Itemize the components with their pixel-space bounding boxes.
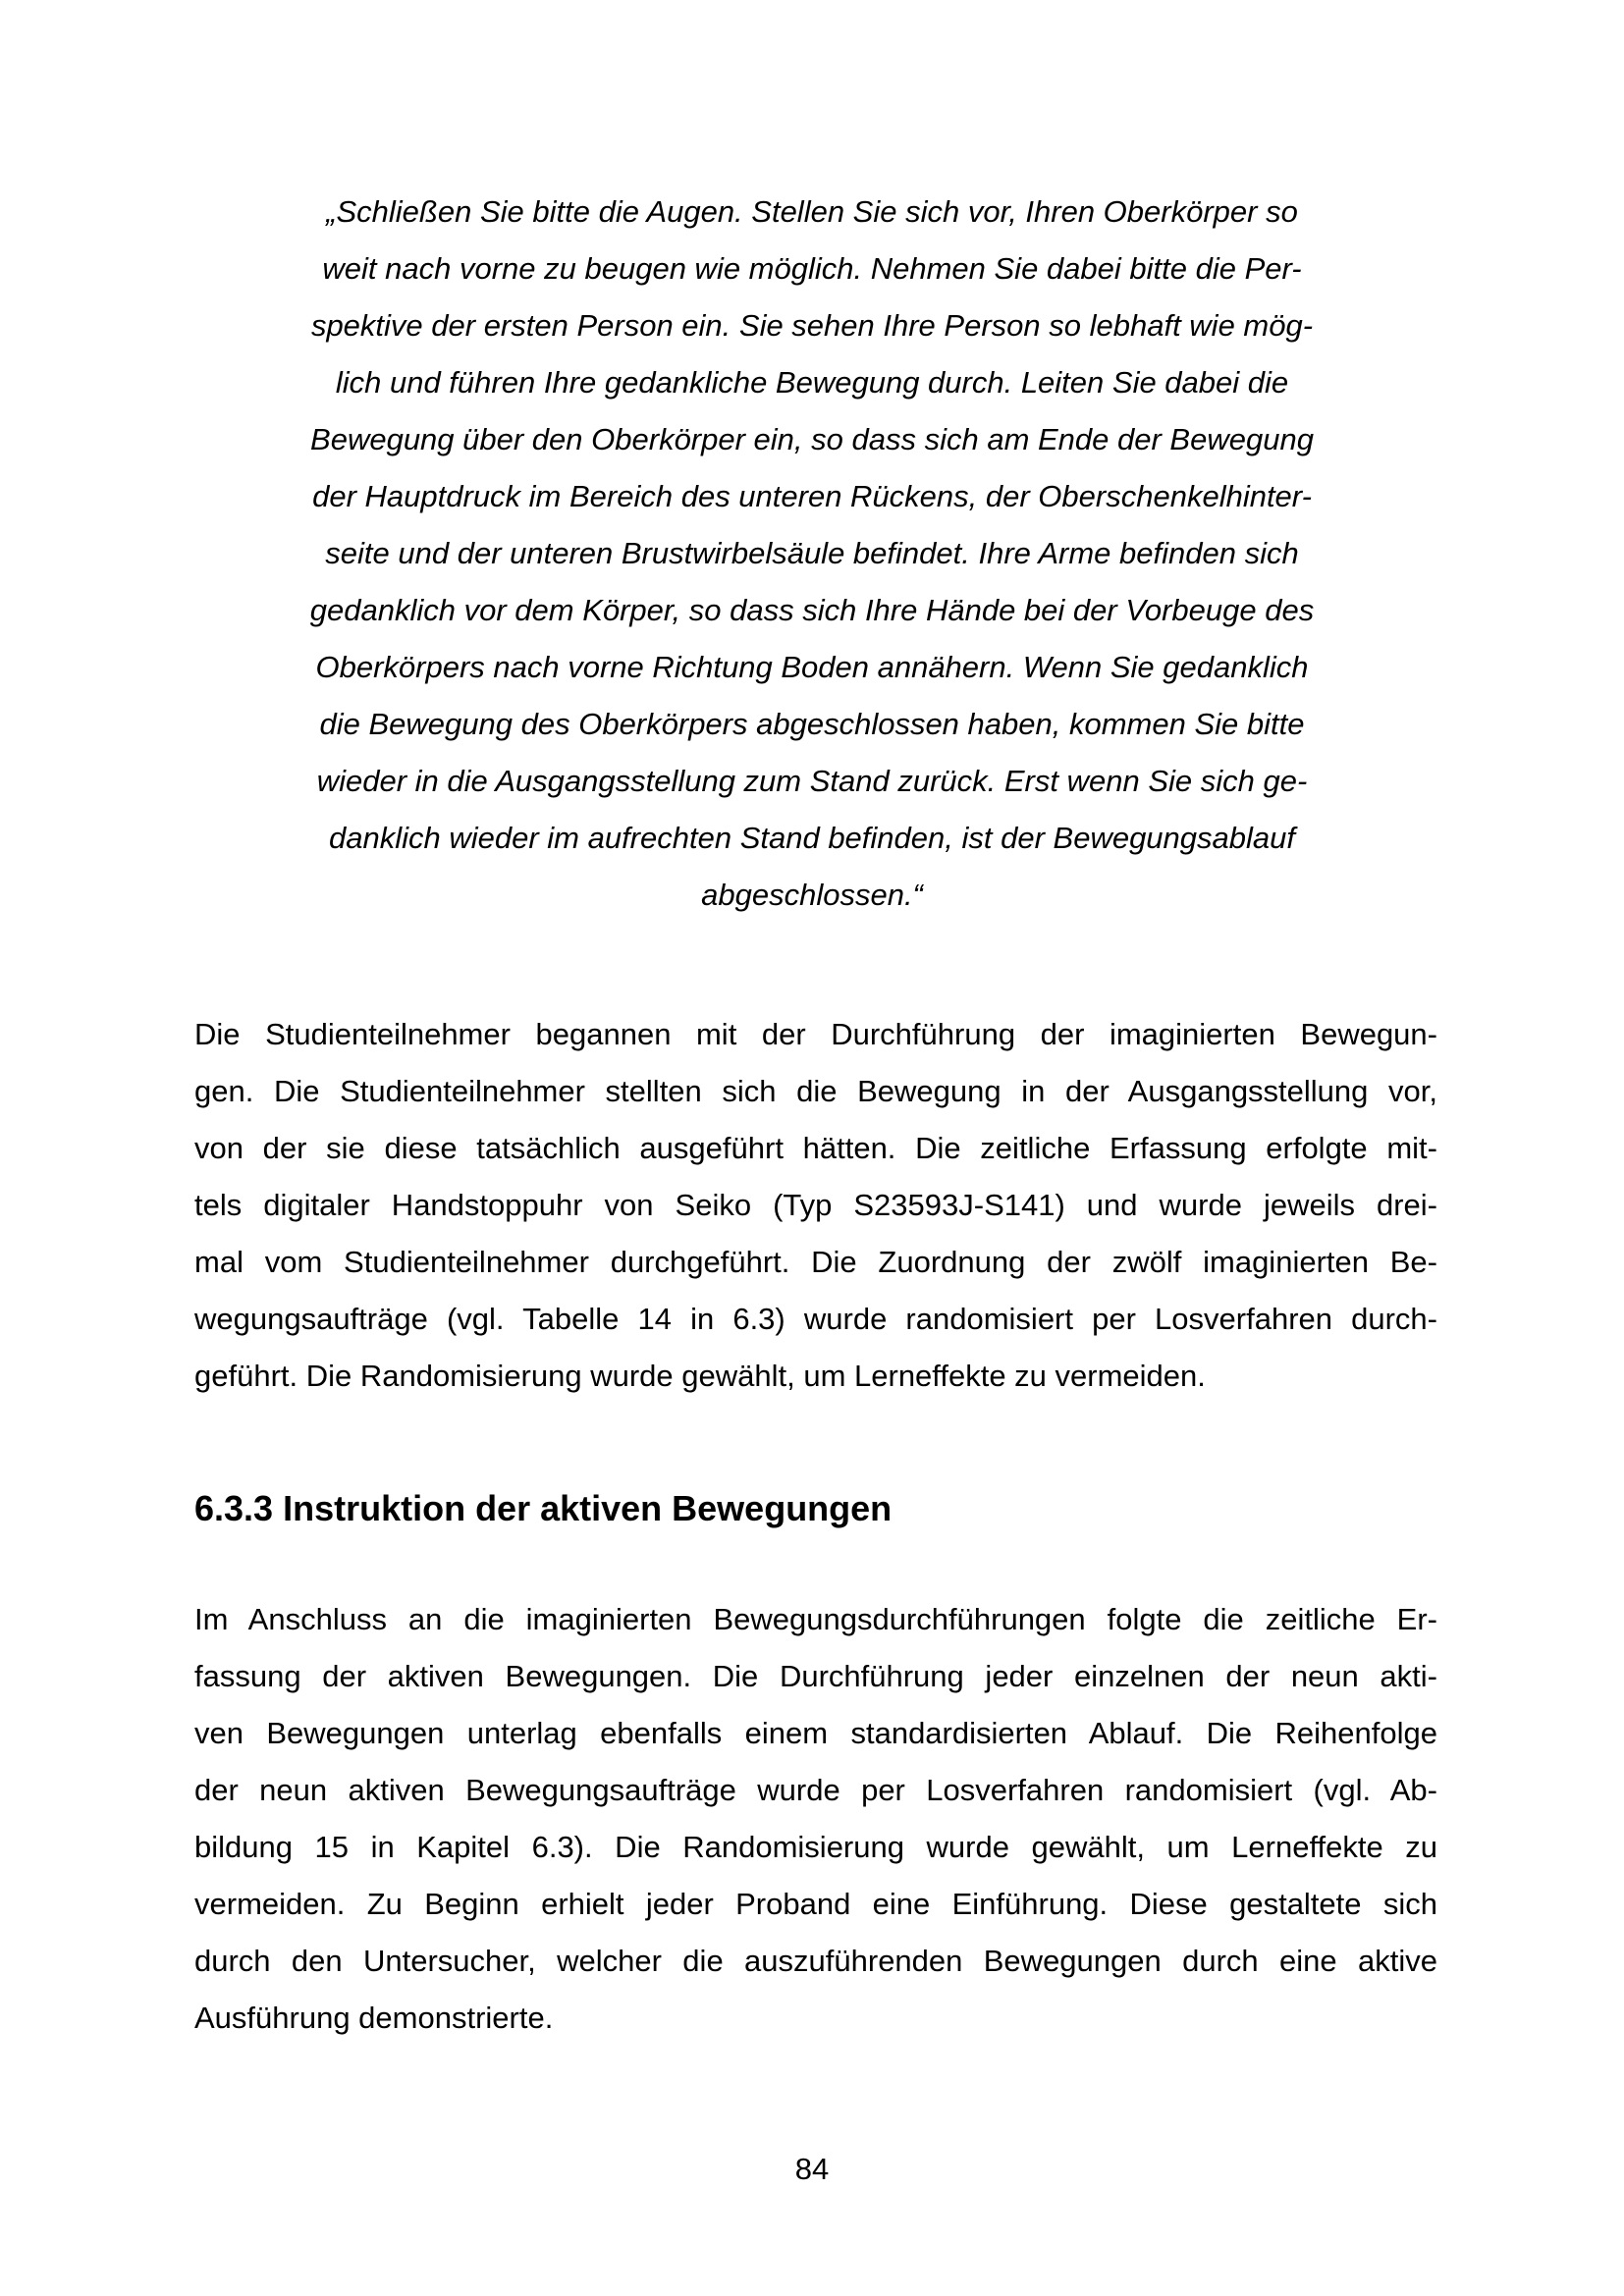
quote-line: „Schließen Sie bitte die Augen. Stellen Sie sich vor, Ihren Oberkörper so xyxy=(326,194,1298,229)
quote-line: spektive der ersten Person ein. Sie sehen Ihre Person so lebhaft wie mög- xyxy=(310,308,1314,343)
paragraph-line: Die Studienteilnehmer begannen mit der Durchführung der imaginierten Bewegun- xyxy=(194,1017,1437,1051)
quote-line: die Bewegung des Oberkörpers abgeschlossen haben, kommen Sie bitte xyxy=(319,707,1305,741)
page-number: 84 xyxy=(794,2152,830,2186)
paragraph-line: Im Anschluss an die imaginierten Bewegungsdurchführungen folgte die zeitliche Er- xyxy=(194,1602,1437,1636)
paragraph-line: der neun aktiven Bewegungsaufträge wurde per Losverfahren randomisiert (vgl. Ab- xyxy=(194,1773,1437,1807)
paragraph-line: Ausführung demonstrierte. xyxy=(194,2001,554,2035)
quote-line: seite und der unteren Brustwirbelsäule befindet. Ihre Arme befinden sich xyxy=(325,536,1299,570)
paragraph-line: wegungsaufträge (vgl. Tabelle 14 in 6.3) wurde randomisiert per Losverfahren durch- xyxy=(194,1302,1437,1336)
quote-line: gedanklich vor dem Körper, so dass sich Ihre Hände bei der Vorbeuge des xyxy=(309,593,1315,627)
quote-line: weit nach vorne zu beugen wie möglich. Nehmen Sie dabei bitte die Per- xyxy=(322,251,1302,286)
quote-line: Oberkörpers nach vorne Richtung Boden annähern. Wenn Sie gedanklich xyxy=(315,650,1309,684)
paragraph-line: ven Bewegungen unterlag ebenfalls einem standardisierten Ablauf. Die Reihenfolge xyxy=(194,1716,1437,1750)
quote-line: der Hauptdruck im Bereich des unteren Rückens, der Oberschenkelhinter- xyxy=(312,479,1312,513)
paragraph-line: geführt. Die Randomisierung wurde gewählt, um Lerneffekte zu vermeiden. xyxy=(194,1359,1206,1393)
paragraph-line: vermeiden. Zu Beginn erhielt jeder Proband eine Einführung. Diese gestaltete sich xyxy=(194,1887,1437,1921)
section-heading: 6.3.3 Instruktion der aktiven Bewegungen xyxy=(194,1488,893,1528)
paragraph-line: mal vom Studienteilnehmer durchgeführt. Die Zuordnung der zwölf imaginierten Be- xyxy=(194,1245,1437,1279)
quote-line: lich und führen Ihre gedankliche Bewegung durch. Leiten Sie dabei die xyxy=(335,365,1289,400)
paragraph-line: gen. Die Studienteilnehmer stellten sich die Bewegung in der Ausgangsstellung vor, xyxy=(194,1074,1437,1108)
paragraph-line: bildung 15 in Kapitel 6.3). Die Randomisierung wurde gewählt, um Lerneffekte zu xyxy=(194,1830,1437,1864)
paragraph-line: von der sie diese tatsächlich ausgeführt hätten. Die zeitliche Erfassung erfolgte mit- xyxy=(194,1131,1437,1165)
paragraph-line: fassung der aktiven Bewegungen. Die Durchführung jeder einzelnen der neun akti- xyxy=(194,1659,1437,1693)
paragraph-line: tels digitaler Handstoppuhr von Seiko (Typ S23593J-S141) und wurde jeweils drei- xyxy=(194,1188,1437,1222)
quote-line: danklich wieder im aufrechten Stand befinden, ist der Bewegungsablauf xyxy=(328,821,1295,855)
quote-line: wieder in die Ausgangsstellung zum Stand zurück. Erst wenn Sie sich ge- xyxy=(316,764,1308,798)
quote-line: Bewegung über den Oberkörper ein, so dass sich am Ende der Bewegung xyxy=(310,422,1314,456)
paragraph-line: durch den Untersucher, welcher die auszuführenden Bewegungen durch eine aktive xyxy=(194,1944,1437,1978)
quote-line: abgeschlossen.“ xyxy=(701,878,923,912)
